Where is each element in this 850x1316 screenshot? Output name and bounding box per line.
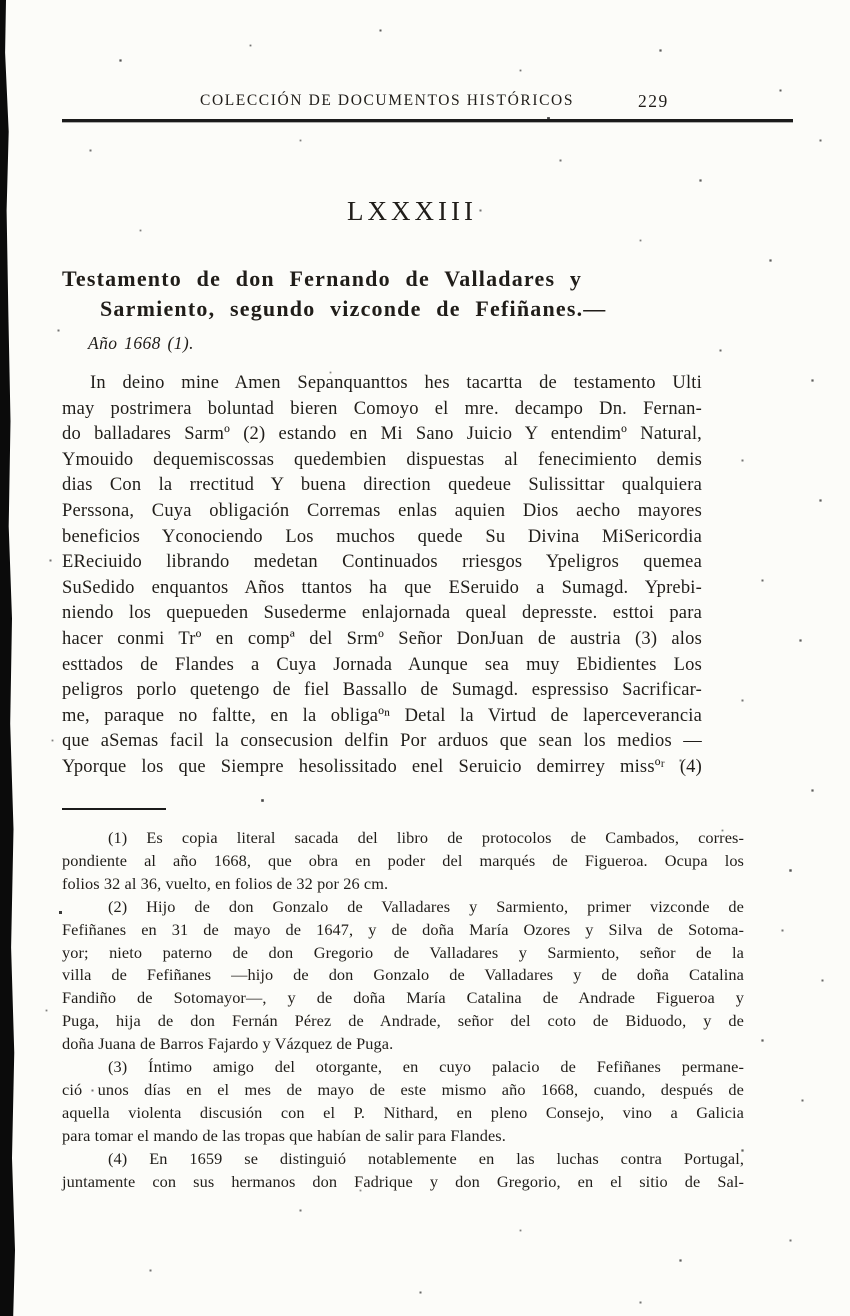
footnote-line: (1) Es copia literal sacada del libro de protocolos de Cambados, corres-	[108, 828, 744, 847]
footnote-line: (3) Íntimo amigo del otorgante, en cuyo palacio de Fefiñanes permane-	[108, 1057, 744, 1077]
footnote-line: doña Juana de Barros Fajardo y Vázquez de Puga.	[62, 1034, 394, 1054]
page-number: 229	[638, 91, 669, 111]
body-text	[62, 371, 702, 781]
body-line: EReciuido librando medetan Continuados rriesgos Ypeligros quemea	[62, 552, 702, 573]
body-line: do balladares Sarmº (2) estando en Mi Sano Juicio Y entendimº Natural,	[62, 424, 702, 445]
document-title-line: Testamento de don Fernando de Valladares y	[62, 266, 583, 291]
footnote-line: Fandiño de Sotomayor—, y de doña María Catalina de Andrade Figueroa y	[62, 988, 744, 1008]
footnote-line: yor; nieto paterno de don Gregorio de Valladares y Sarmiento, señor de la	[62, 942, 744, 962]
document-title-line: Sarmiento, segundo vizconde de Fefiñanes.—	[100, 296, 607, 321]
footnote-separator	[62, 808, 166, 810]
body-line: may postrimera boluntad bieren Comoyo el mre. decampo Dn. Fernan-	[62, 398, 702, 419]
body-line: niendo los quepueden Susederme enlajornada queal depresste. esttoi para	[62, 603, 702, 624]
page-header	[62, 92, 793, 116]
body-line: que aSemas facil la consecusion delfin Por arduos que sean los medios —	[62, 731, 702, 752]
body-line: beneficios Yconociendo Los muchos quede Su Divina MiSericordia	[62, 526, 702, 547]
footnote-line: para tomar el mando de las tropas que habían de salir para Flandes.	[62, 1125, 506, 1145]
section-number: LXXXIII	[347, 196, 477, 226]
running-title: COLECCIÓN DE DOCUMENTOS HISTÓRICOS	[200, 92, 575, 109]
body-line: peligros porlo quetengo de fiel Bassallo de Sumagd. espressiso Sacrificar-	[62, 680, 702, 701]
body-line: dias Con la rrectitud Y buena direction quedeue Sulissittar qualquiera	[62, 475, 702, 496]
footnote-line: (2) Hijo de don Gonzalo de Valladares y Sarmiento, primer vizconde de	[108, 896, 744, 916]
footnote-line: pondiente al año 1668, que obra en poder del marqués de Figueroa. Ocupa los	[62, 850, 744, 870]
body-line: In deino mine Amen Sepanquanttos hes tacartta de testamento Ulti	[90, 373, 702, 393]
body-line: Yporque los que Siempre hesolissitado enel Seruicio demirrey missºʳ (4)	[62, 756, 702, 777]
body-line: esttados de Flandes a Cuya Jornada Aunque sea muy Ebidientes Los	[62, 654, 702, 675]
body-line: hacer conmi Trº en compª del Srmº Señor DonJuan de austria (3) alos	[62, 628, 702, 649]
footnote-line: villa de Fefiñanes —hijo de don Gonzalo de Valladares y de doña Catalina	[62, 965, 744, 985]
document-title	[62, 264, 730, 358]
footnote-line: ció unos días en el mes de mayo de este mismo año 1668, cuando, después de	[62, 1079, 744, 1099]
scan-noise-speckles	[0, 0, 1, 1]
document-year-line: Año 1668 (1).	[88, 333, 194, 353]
body-line: Perssona, Cuya obligación Corremas enlas aquien Dios aecho mayores	[62, 500, 702, 521]
footnote-line: Fefiñanes en 31 de mayo de 1647, y de doña María Ozores y Silva de Sotoma-	[62, 919, 744, 939]
footnote-line: juntamente con sus hermanos don Fadrique y don Gregorio, en el sitio de Sal-	[62, 1171, 744, 1191]
scan-gutter-band	[0, 0, 15, 1316]
footnotes	[62, 827, 744, 1194]
body-line: me, paraque no faltte, en la obligaºⁿ Detal la Virtud de laperceverancia	[62, 705, 702, 726]
footnote-line: Puga, hija de don Fernán Pérez de Andrade, señor del coto de Biduodo, y de	[62, 1011, 744, 1031]
body-line: Ymouido dequemiscossas quedembien dispuestas al fenecimiento demis	[62, 449, 702, 470]
body-line: SuSedido enquantos Años ttantos ha que ESeruido a Sumagd. Yprebi-	[62, 577, 702, 598]
footnote-line: (4) En 1659 se distinguió notablemente en las luchas contra Portugal,	[108, 1148, 744, 1168]
header-rule	[62, 119, 793, 122]
footnote-line: aquella violenta discusión con el P. Nithard, en pleno Consejo, vino a Galicia	[62, 1102, 744, 1122]
footnote-line: folios 32 al 36, vuelto, en folios de 32 por 26 cm.	[62, 873, 389, 893]
